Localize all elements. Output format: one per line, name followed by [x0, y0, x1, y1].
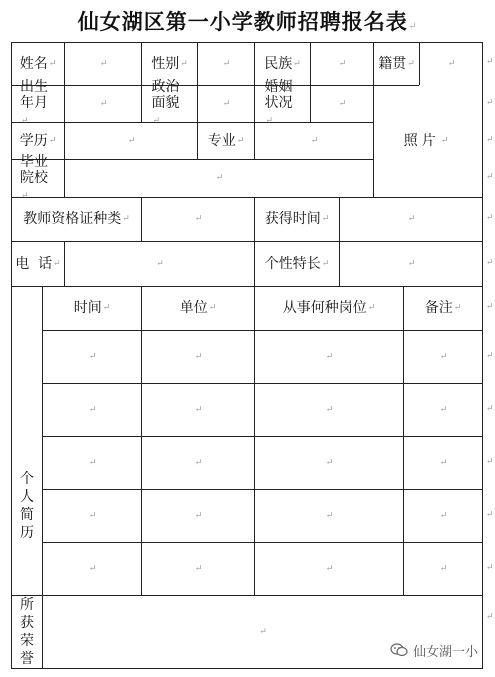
resume-cell[interactable]: ↵	[88, 510, 97, 521]
resume-cell[interactable]: ↵	[325, 510, 334, 521]
resume-cell[interactable]: ↵	[88, 351, 97, 362]
resume-cell[interactable]: ↵	[439, 457, 448, 468]
label-gender: 性别 ↵	[151, 55, 188, 72]
paragraph-mark: ↵	[486, 563, 494, 573]
paragraph-mark: ↵	[486, 57, 494, 67]
field-gender[interactable]: ↵	[222, 58, 231, 69]
label-specialty: 个性特长 ↵	[264, 255, 330, 272]
paragraph-mark: ↵	[486, 135, 494, 145]
label-political-status: 政治面貌↵	[151, 79, 180, 126]
watermark-text: 仙女湖一小	[413, 644, 479, 660]
resume-cell[interactable]: ↵	[194, 351, 203, 362]
paragraph-mark: ↵	[486, 98, 494, 108]
watermark	[390, 640, 478, 660]
field-marital-status[interactable]: ↵	[338, 98, 347, 109]
paragraph-mark: ↵	[486, 404, 494, 414]
resume-cell[interactable]: ↵	[194, 404, 203, 415]
resume-cell[interactable]: ↵	[325, 404, 334, 415]
field-specialty[interactable]: ↵	[407, 258, 416, 269]
resume-cell[interactable]: ↵	[439, 510, 448, 521]
resume-cell[interactable]: ↵	[439, 563, 448, 574]
resume-header-notes: 备注 ↵	[424, 300, 462, 316]
resume-cell[interactable]: ↵	[439, 351, 448, 362]
label-native-place: 籍贯 ↵	[378, 55, 415, 72]
resume-cell[interactable]: ↵	[88, 404, 97, 415]
field-honors[interactable]: ↵	[259, 626, 267, 637]
label-phone: 电 话 ↵	[15, 255, 61, 272]
paragraph-mark: ↵	[486, 258, 494, 268]
paragraph-mark: ↵	[486, 172, 494, 182]
field-graduate-school[interactable]: ↵	[215, 173, 224, 183]
label-graduate-school: 毕业院校↵	[20, 153, 48, 201]
label-name: 姓名 ↵	[19, 55, 57, 72]
paragraph-mark: ↵	[486, 510, 494, 520]
paragraph-mark: ↵	[486, 612, 494, 622]
resume-cell[interactable]: ↵	[88, 457, 97, 468]
field-birth-date[interactable]: ↵	[99, 98, 108, 109]
wechat-icon	[390, 643, 408, 657]
field-name[interactable]: ↵	[99, 58, 108, 69]
field-native-place[interactable]: ↵	[447, 58, 456, 69]
resume-header-time: 时间 ↵	[73, 300, 111, 316]
field-education[interactable]: ↵	[127, 135, 136, 146]
resume-header-position: 从事何种岗位 ↵	[282, 300, 376, 316]
resume-header-employer: 单位 ↵	[179, 300, 217, 316]
label-marital-status: 婚姻状况↵	[264, 79, 293, 126]
resume-cell[interactable]: ↵	[325, 351, 334, 362]
field-major[interactable]: ↵	[310, 135, 319, 146]
resume-cell[interactable]: ↵	[439, 404, 448, 415]
field-phone[interactable]: ↵	[156, 258, 164, 269]
resume-cell[interactable]: ↵	[194, 563, 203, 574]
field-obtained-time[interactable]: ↵	[407, 214, 416, 224]
label-major: 专业 ↵	[207, 132, 245, 149]
field-teacher-certificate-type[interactable]: ↵	[194, 214, 203, 224]
form-title: 仙女湖区第一小学教师招聘报名表↵	[77, 9, 418, 34]
paragraph-mark: ↵	[486, 213, 494, 223]
resume-cell[interactable]: ↵	[88, 563, 97, 574]
resume-cell[interactable]: ↵	[194, 457, 203, 468]
label-honors: 所获荣誉	[20, 597, 34, 667]
label-teacher-certificate-type: 教师资格证种类 ↵	[23, 211, 130, 227]
label-obtained-time: 获得时间 ↵	[264, 211, 330, 227]
label-ethnicity: 民族 ↵	[264, 55, 301, 72]
field-ethnicity[interactable]: ↵	[338, 58, 347, 69]
label-education: 学历 ↵	[19, 132, 57, 149]
field-political-status[interactable]: ↵	[222, 98, 231, 109]
resume-cell[interactable]: ↵	[194, 510, 203, 521]
photo-area[interactable]: 照片 ↵	[403, 133, 453, 149]
paragraph-mark: ↵	[486, 302, 494, 312]
paragraph-mark: ↵	[486, 457, 494, 467]
paragraph-mark: ↵	[486, 351, 494, 361]
label-birth-date: 出生年月↵	[20, 79, 48, 126]
resume-cell[interactable]: ↵	[325, 457, 334, 468]
label-resume: 个人简历	[20, 471, 34, 541]
resume-cell[interactable]: ↵	[325, 563, 334, 574]
